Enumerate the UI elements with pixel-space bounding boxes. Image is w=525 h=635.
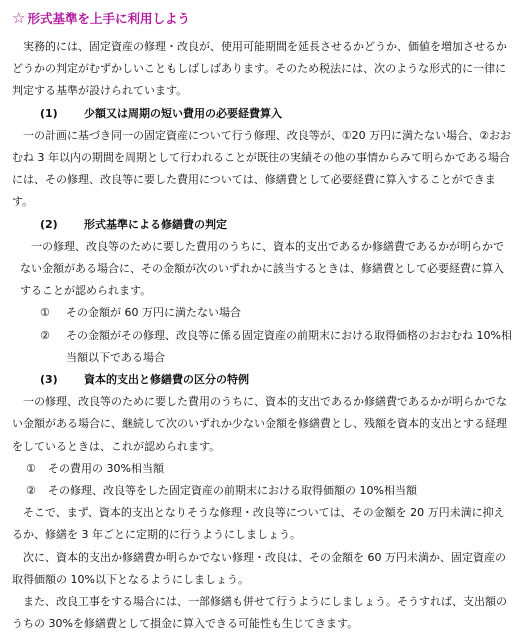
section-heading-text: 資本的支出と修繕費の区分の特例 [84,373,249,387]
section-heading-3 [12,369,513,391]
list-marker: ① [26,461,36,475]
list-item [12,480,513,502]
list-item-text: その金額がその修理、改良等に係る固定資産の前期末における取得価格のおおむね 10%相当額以下である場合 [66,328,512,364]
closing-paragraph: 次に、資本的支出か修繕費か明らかでない修理・改良は、その金額を 60 万円未満か、固定資産の取得価額の 10%以下となるようにしましょう。 [12,550,506,586]
list-marker: ② [26,484,36,498]
list-marker: ① [40,306,50,320]
list-item-text: その費用の 30%相当額 [48,461,164,475]
closing-paragraph: また、改良工事をする場合には、一部修繕も併せて行うようにしましょう。そうすれば、支出額のうちの 30%を修繕費として損金に算入できる可能性も生じてきます。 [12,595,507,631]
document-title [12,8,513,28]
intro-paragraph: 実務的には、固定資産の修理・改良が、使用可能期間を延長させるかどうか、価値を増加させるかどうかの判定がむずかしいこともしばしばあります。そのため税法には、次のような形式的に一律に判定する基準が設けられています。 [12,40,507,98]
list-item [12,458,513,480]
section-heading-text: 形式基準による修繕費の判定 [84,217,227,231]
list-marker: ② [40,328,50,342]
list-item-text: その金額が 60 万円に満たない場合 [66,306,241,320]
section-heading-2 [12,214,513,236]
list-item [12,302,513,324]
list-item [12,325,513,369]
star-outline-icon: ☆ [12,8,26,27]
section-number: (1) [40,106,58,120]
list-item-text: その修理、改良等をした固定資産の前期末における取得価額の 10%相当額 [48,484,417,498]
section-body-1: 一の計画に基づき同一の固定資産について行う修理、改良等が、①20 万円に満たない場合、②おおむね 3 年以内の期間を周期として行われることが既往の実績その他の事情からみて明らかである場合には、その修理、改良等に要した費用については、修繕費として必要経費に算入することができます。 [12,128,511,209]
section-heading-text: 少額又は周期の短い費用の必要経費算入 [84,106,282,120]
section-body-2: 一の修理、改良等のために要した費用のうちに、資本的支出であるか修繕費であるかが明らかでない金額がある場合に、その金額が次のいずれかに該当するときは、修繕費として必要経費に算入することが認められます。 [20,239,504,298]
closing-paragraph: そこで、まず、資本的支出となりそうな修理・改良等については、その金額を 20 万円未満に抑えるか、修繕を 3 年ごとに定期的に行うようにしましょう。 [12,506,505,542]
section-number: (3) [40,373,58,387]
section-number: (2) [40,217,58,231]
section-heading-1 [12,103,513,125]
section-body-3: 一の修理、改良等のために要した費用のうちに、資本的支出であるか修繕費であるかが明らかでない金額がある場合に、継続して次のいずれか少ない金額を修繕費とし、残額を資本的支出とする経理をしているときは、これが認められます。 [12,395,507,453]
document-title-text: 形式基準を上手に利用しよう [27,11,190,26]
